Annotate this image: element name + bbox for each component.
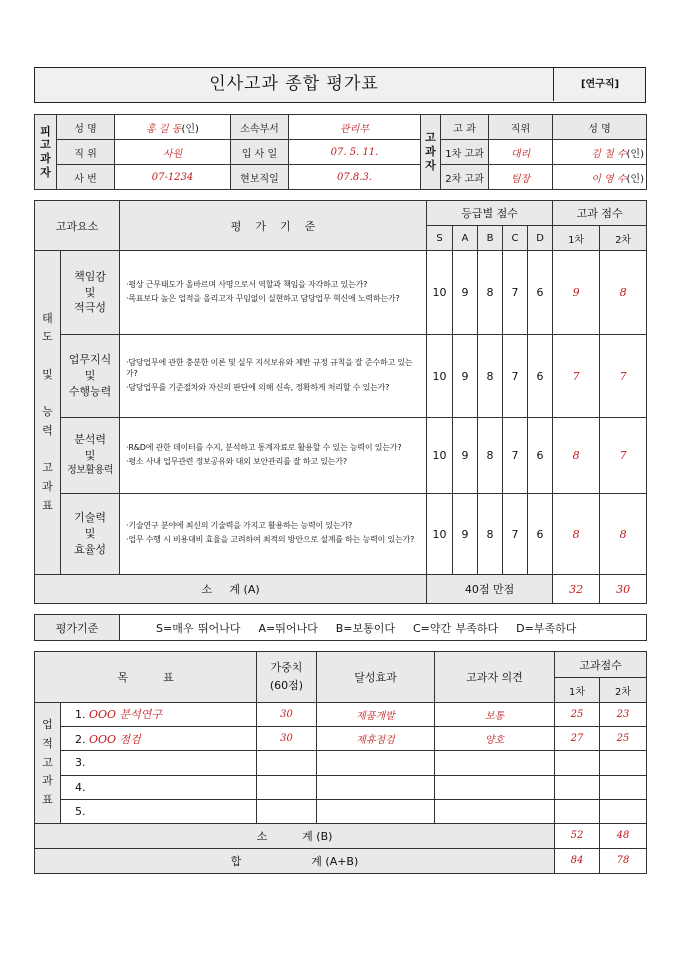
- grade-point-b: 8: [478, 251, 503, 335]
- attitude-category-label: [35, 251, 61, 575]
- goal-effect: 제휴점검: [317, 727, 435, 751]
- goal-header: 목 표: [35, 652, 257, 703]
- employee-number-value: 07-1234: [115, 165, 231, 190]
- legend-label: 평가기준: [35, 615, 120, 641]
- goal-score-1st: 25: [555, 702, 600, 726]
- criteria-header: 평 가 기 준: [120, 201, 427, 251]
- rater2-position: 팀장: [489, 165, 553, 190]
- goal-number: 5.: [75, 805, 86, 819]
- goal-score-2nd-header: 2차: [600, 678, 647, 702]
- goal-score-header: 고과점수: [555, 652, 647, 678]
- grade-header: 등급별 점수: [427, 201, 553, 226]
- personnel-info-table: [34, 114, 647, 190]
- subtotal-a-2nd: 30: [600, 575, 647, 604]
- rater1-position: 대리: [489, 140, 553, 165]
- dept-value: 관리부: [289, 115, 421, 140]
- grade-s-header: S: [427, 226, 453, 251]
- goal-cell: [61, 702, 257, 726]
- weight-header: [257, 652, 317, 703]
- element-line: 책임감: [74, 269, 106, 283]
- employee-number-label: 사 번: [57, 165, 115, 190]
- grade-point-c: 7: [503, 335, 528, 418]
- legend-s: S=매우 뛰어나다: [156, 621, 241, 635]
- subtotal-a-label: 소 계 (A): [35, 575, 427, 604]
- legend-b: B=보통이다: [335, 621, 395, 635]
- ratee-label-text: 피고과자: [40, 124, 51, 179]
- legend-items: [120, 615, 647, 641]
- name-value: 홍 길 동: [146, 123, 182, 135]
- goal-score-1st: 27: [555, 727, 600, 751]
- grade-c-header: C: [503, 226, 528, 251]
- max-score-label: 40점 만점: [427, 575, 553, 604]
- goal-opinion: [435, 799, 555, 823]
- criteria-line: ·담당업무에 관한 충분한 이론 및 실무 지식보유와 제반 규정 규칙을 잘 준수하고 있는가?: [126, 357, 413, 379]
- current-position-date-label: 현보직일: [231, 165, 289, 190]
- criteria-technical: [120, 494, 427, 575]
- goal-opinion: 보통: [435, 702, 555, 726]
- grade-point-s: 10: [427, 418, 453, 494]
- subtotal-b-label: 소 계 (B): [35, 824, 555, 848]
- rater-position-header: 직위: [489, 115, 553, 140]
- rater1-name: 김 철 수: [591, 148, 627, 160]
- opinion-header: 고과자 의견: [435, 652, 555, 703]
- rater2-label: 2차 고과: [441, 165, 489, 190]
- grade-point-b: 8: [478, 418, 503, 494]
- element-header: 고과요소: [35, 201, 120, 251]
- grade-point-a: 9: [453, 494, 478, 575]
- grade-point-b: 8: [478, 335, 503, 418]
- ratee-label: [35, 115, 57, 190]
- total-2nd: 78: [600, 848, 647, 873]
- score-1st-job-knowledge: 7: [553, 335, 600, 418]
- goal-opinion: [435, 751, 555, 775]
- rater2-name: 이 영 수: [591, 173, 627, 185]
- total-label: 합 계 (A+B): [35, 848, 555, 873]
- category-char: [35, 384, 60, 403]
- category-char: 업: [42, 718, 53, 732]
- element-job-knowledge: [61, 335, 120, 418]
- category-char: [35, 441, 60, 460]
- goal-cell: [61, 751, 257, 775]
- element-line: 및: [84, 527, 96, 541]
- goal-score-1st: [555, 799, 600, 823]
- goal-cell: [61, 727, 257, 751]
- category-char: 및: [42, 367, 53, 381]
- score-2nd-responsibility: 8: [600, 251, 647, 335]
- category-char: 고: [42, 461, 53, 475]
- goal-score-2nd: [600, 775, 647, 799]
- grade-point-d: 6: [528, 494, 553, 575]
- legend-a: A=뛰어나다: [258, 621, 318, 635]
- goal-score-1st: [555, 751, 600, 775]
- raters-label: [421, 115, 441, 190]
- goal-text: OOO 점검: [89, 732, 141, 746]
- goal-effect: [317, 751, 435, 775]
- grade-point-a: 9: [453, 251, 478, 335]
- goal-cell: [61, 775, 257, 799]
- goal-weight: [257, 799, 317, 823]
- legend-c: C=약간 부족하다: [412, 621, 499, 635]
- weight-header-line: 가중치: [270, 661, 303, 675]
- grade-point-d: 6: [528, 335, 553, 418]
- dept-label: 소속부서: [231, 115, 289, 140]
- position-value: 사원: [115, 140, 231, 165]
- name-cell: [115, 115, 231, 140]
- legend-d: D=부족하다: [516, 621, 577, 635]
- grade-a-header: A: [453, 226, 478, 251]
- goal-effect: 제품개발: [317, 702, 435, 726]
- goal-weight: 30: [257, 702, 317, 726]
- grade-point-b: 8: [478, 494, 503, 575]
- criteria-line: ·평소 사내 업무관련 정보공유와 대외 보안관리를 잘 하고 있는가?: [126, 456, 347, 466]
- subtotal-b-2nd: 48: [600, 824, 647, 848]
- score-1st-analysis: 8: [553, 418, 600, 494]
- goal-opinion: [435, 775, 555, 799]
- category-char: [35, 347, 60, 366]
- form-title: 인사고과 종합 평가표: [35, 68, 554, 101]
- goal-weight: [257, 751, 317, 775]
- form-title-box: [34, 67, 646, 103]
- goal-number: 1.: [75, 708, 86, 722]
- name-seal: (인): [181, 123, 199, 135]
- element-line: 및: [84, 449, 96, 463]
- raters-label-text: 고과자: [425, 131, 436, 172]
- grade-point-a: 9: [453, 335, 478, 418]
- score-2nd-analysis: 7: [600, 418, 647, 494]
- goal-score-2nd: 23: [600, 702, 647, 726]
- effect-header: 달성효과: [317, 652, 435, 703]
- goal-score-1st-header: 1차: [555, 678, 600, 702]
- goal-effect: [317, 775, 435, 799]
- rater1-label: 1차 고과: [441, 140, 489, 165]
- rater1-name-cell: [553, 140, 647, 165]
- criteria-responsibility: [120, 251, 427, 335]
- goal-opinion: 양호: [435, 727, 555, 751]
- element-responsibility: [61, 251, 120, 335]
- goal-score-1st: [555, 775, 600, 799]
- score-1st-technical: 8: [553, 494, 600, 575]
- criteria-line: ·평상 근무태도가 올바르며 사명으로서 역할과 책임을 자각하고 있는가?: [126, 279, 368, 289]
- element-technical: [61, 494, 120, 575]
- category-char: 적: [42, 736, 53, 750]
- grade-point-s: 10: [427, 335, 453, 418]
- category-char: 과: [42, 479, 53, 493]
- grade-point-c: 7: [503, 418, 528, 494]
- goal-score-2nd: [600, 799, 647, 823]
- position-label: 직 위: [57, 140, 115, 165]
- goal-effect: [317, 799, 435, 823]
- element-line: 업무지식: [68, 353, 112, 367]
- category-char: 고: [42, 755, 53, 769]
- score-2nd-header: 2차: [600, 226, 647, 251]
- rater2-name-cell: [553, 165, 647, 190]
- criteria-job-knowledge: [120, 335, 427, 418]
- score-2nd-job-knowledge: 7: [600, 335, 647, 418]
- current-position-date-value: 07.8.3.: [289, 165, 421, 190]
- category-char: 력: [42, 423, 53, 437]
- goal-score-2nd: 25: [600, 727, 647, 751]
- attitude-ability-table: [34, 200, 647, 604]
- rater-col-header: 고 과: [441, 115, 489, 140]
- criteria-line: ·기술연구 분야에 최신의 기술력을 가지고 활용하는 능력이 있는가?: [126, 521, 353, 531]
- criteria-line: ·목표보다 높은 업적을 올리고자 꾸임없이 실현하고 담당업무 혁신에 노력하는가?: [126, 293, 400, 303]
- category-char: 과: [42, 774, 53, 788]
- score-1st-responsibility: 9: [553, 251, 600, 335]
- subtotal-b-1st: 52: [555, 824, 600, 848]
- grade-point-d: 6: [528, 418, 553, 494]
- criteria-line: ·R&D에 관한 데이터를 수지, 분석하고 통계자료로 활용할 수 있는 능력이 있는가?: [126, 442, 402, 452]
- element-line: 정보활용력: [67, 465, 113, 477]
- category-char: 능: [42, 405, 53, 419]
- goal-number: 3.: [75, 756, 86, 770]
- subtotal-a-1st: 32: [553, 575, 600, 604]
- element-line: 적극성: [74, 301, 106, 315]
- rater-name-header: 성 명: [553, 115, 647, 140]
- name-label: 성 명: [57, 115, 115, 140]
- grade-point-s: 10: [427, 251, 453, 335]
- grade-point-s: 10: [427, 494, 453, 575]
- criteria-line: ·담당업무를 기준절차와 자신의 판단에 의해 신속, 정확하게 처리할 수 있는가?: [126, 382, 390, 392]
- performance-category-label: [35, 702, 61, 824]
- total-1st: 84: [555, 848, 600, 873]
- rater2-seal: (인): [626, 173, 644, 185]
- weight-header-line: (60점): [269, 678, 304, 692]
- category-char: 표: [42, 498, 53, 512]
- goal-number: 4.: [75, 780, 86, 794]
- score-2nd-technical: 8: [600, 494, 647, 575]
- criteria-line: ·업무 수행 시 비용대비 효율을 고려하여 최적의 방안으로 설계를 하는 능력이 있는가?: [126, 535, 415, 544]
- join-date-value: 07. 5. 11.: [289, 140, 421, 165]
- grade-legend-table: [34, 614, 647, 641]
- rater1-seal: (인): [626, 148, 644, 160]
- score-header: 고과 점수: [553, 201, 647, 226]
- category-char: 태: [42, 311, 53, 325]
- element-line: 기술력: [74, 511, 106, 525]
- element-line: 분석력: [74, 433, 106, 447]
- goal-text: OOO 분석연구: [89, 708, 163, 722]
- category-char: 표: [42, 793, 53, 807]
- grade-d-header: D: [528, 226, 553, 251]
- performance-table: [34, 651, 647, 874]
- element-line: 효율성: [74, 542, 106, 556]
- element-line: 및: [84, 285, 96, 299]
- goal-cell: [61, 799, 257, 823]
- criteria-analysis: [120, 418, 427, 494]
- grade-point-d: 6: [528, 251, 553, 335]
- grade-b-header: B: [478, 226, 503, 251]
- score-1st-header: 1차: [553, 226, 600, 251]
- element-line: 수행능력: [68, 384, 112, 398]
- grade-point-c: 7: [503, 494, 528, 575]
- goal-score-2nd: [600, 751, 647, 775]
- goal-weight: [257, 775, 317, 799]
- element-analysis: [61, 418, 120, 494]
- join-date-label: 입 사 일: [231, 140, 289, 165]
- goal-weight: 30: [257, 727, 317, 751]
- category-char: 도: [42, 330, 53, 344]
- grade-point-a: 9: [453, 418, 478, 494]
- goal-number: 2.: [75, 732, 86, 746]
- form-subtitle: [연구직]: [580, 79, 620, 90]
- element-line: 및: [84, 369, 96, 383]
- grade-point-c: 7: [503, 251, 528, 335]
